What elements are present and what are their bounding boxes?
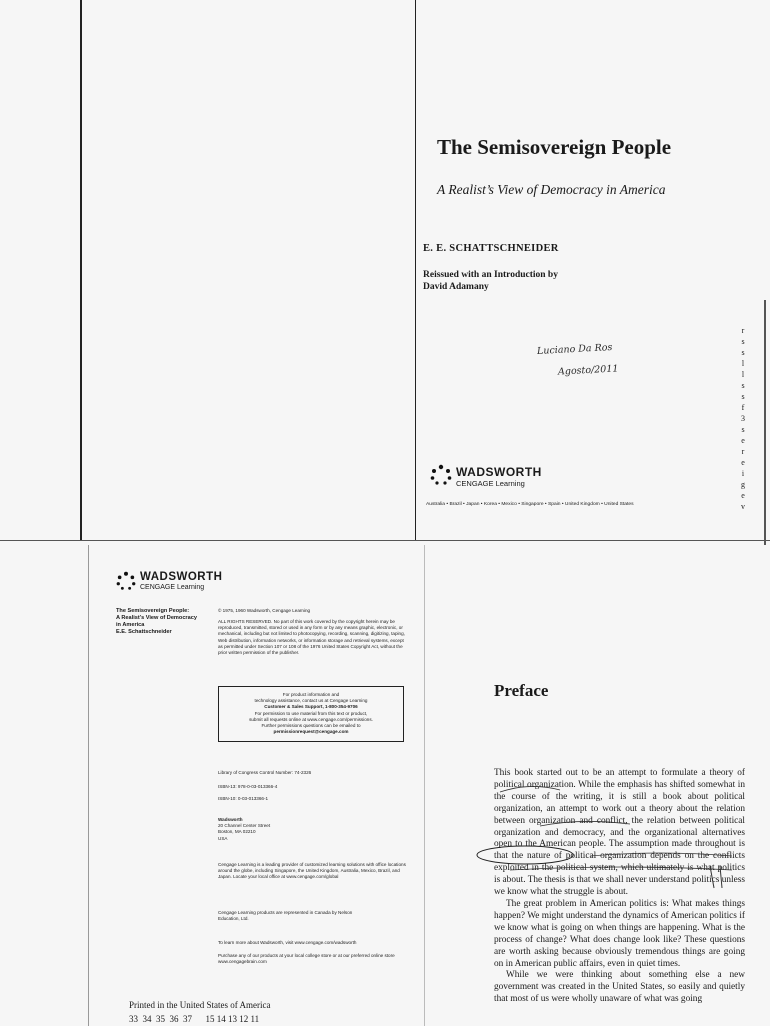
- preface-heading: Preface: [494, 681, 549, 700]
- purchase-line: Purchase any of our products at your local college store or at our preferred online store www.cengagebrain.com: [218, 953, 395, 965]
- reissue-line-2: David Adamany: [423, 282, 489, 292]
- lccn: Library of Congress Control Number: 74-2326: [218, 770, 312, 775]
- copyright-notice: © 1975, 1960 Wadsworth, Cengage Learning: [218, 608, 311, 613]
- wadsworth-logo-icon-copyright: [116, 571, 136, 591]
- canada-note: Cengage Learning products are represented in Canada by Nelson Education, Ltd.: [218, 910, 353, 922]
- publisher-subname: CENGAGE Learning: [456, 479, 525, 488]
- copyright-publisher-subname: CENGAGE Learning: [140, 584, 205, 591]
- print-number-line: 33 34 35 36 37 15 14 13 12 11: [129, 1014, 260, 1024]
- wadsworth-logo-icon: [430, 464, 452, 486]
- preface-paragraph-3: While we were thinking about something else a new government was created in the United States, so easily and quietly that most of us were wholly unaware of what was going: [494, 970, 745, 1005]
- cengage-description: Cengage Learning is a leading provider of customized learning solutions with office locations around the globe, including Singapore, the United Kingdom, Australia, Mexico, Brazil, and Japan. Locate your local office at www.cengage.com/global: [218, 862, 406, 880]
- publisher-name: WADSWORTH: [456, 465, 542, 479]
- book-author: E. E. SCHATTSCHNEIDER: [423, 243, 559, 254]
- scan-divider-top-left: [80, 0, 82, 540]
- book-subtitle: A Realist’s View of Democracy in America: [437, 182, 666, 197]
- handwritten-owner-name: Luciano Da Ros: [536, 342, 613, 357]
- scan-divider-top-center: [415, 0, 416, 540]
- publisher-countries: Australia • Brazil • Japan • Korea • Mexico • Singapore • Spain • United Kingdom • United States: [426, 502, 634, 507]
- handwritten-date: Agosto/2011: [557, 363, 619, 378]
- scan-divider-bottom-left: [88, 545, 89, 1026]
- learn-more-line: To learn more about Wadsworth, visit www.cengage.com/wadsworth: [218, 940, 357, 945]
- isbn-10: ISBN-10: 0-03-013366-1: [218, 796, 269, 801]
- scan-divider-bottom-center: [424, 545, 425, 1026]
- publisher-address: Wadsworth 20 Channel Center Street Boston, MA 02210 USA: [218, 817, 271, 841]
- preface-paragraph-1: This book started out to be an attempt to formulate a theory of political organization. While the emphasis has shifted somewhat in the course of the writing, it is still a book about political organization, an attempt to work out a theory about the relation between organization and conflict, the relation between political organization and democracy, and the organizational alternatives open to the American people. The assumption made throughout is that the nature of political organization depends on the conflicts exploited in the political system, which ultimately is what politics is about. The thesis is that we shall never understand politics unless we know what the struggle is about.: [494, 768, 745, 898]
- isbn-13: ISBN-13: 978-0-03-013366-4: [218, 784, 278, 789]
- page-edge-right: [764, 300, 766, 545]
- scan-divider-horizontal: [0, 540, 770, 541]
- copyright-book-title: The Semisovereign People: A Realist’s View of Democracy in America E.E. Schattschneider: [116, 608, 197, 635]
- margin-marks: r s s l l s s f 3 s e r e i g e v: [741, 326, 745, 511]
- pen-annotations: [470, 770, 760, 920]
- reissue-line-1: Reissued with an Introduction by: [423, 270, 558, 280]
- rights-text: ALL RIGHTS RESERVED. No part of this work covered by the copyright herein may be reproduced, transmitted, stored or used in any form or by any means graphic, electronic, or mechanical, including but not limited to photocopying, recording, scanning, digitizing, taping, Web distribution, information networks, or information storage and retrieval systems, except as permitted under Section 107 or 108 of the 1976 United States Copyright Act, without the prior written permission of the publisher.: [218, 619, 405, 656]
- product-info-box: For product information and technology assistance, contact us at Cengage Learning Customer & Sales Support, 1-800-354-9706 For permission to use material from this text or product, submit all requests online at www.cengage.com/permissions. Further permissions questions can be emailed to permissionrequest@cengage.com: [218, 686, 404, 742]
- copyright-publisher-name: WADSWORTH: [140, 571, 223, 583]
- book-title: The Semisovereign People: [437, 135, 672, 159]
- preface-paragraph-2: The great problem in American politics is: What makes things happen? We might understand the dynamics of American politics if we know what is going on when things are happening. What is the process of change? What does change look like? These questions are worth asking because obviously tremendous things are going on in American public affairs, even in quiet times.: [494, 898, 745, 969]
- printed-in-line: Printed in the United States of America: [129, 1000, 271, 1010]
